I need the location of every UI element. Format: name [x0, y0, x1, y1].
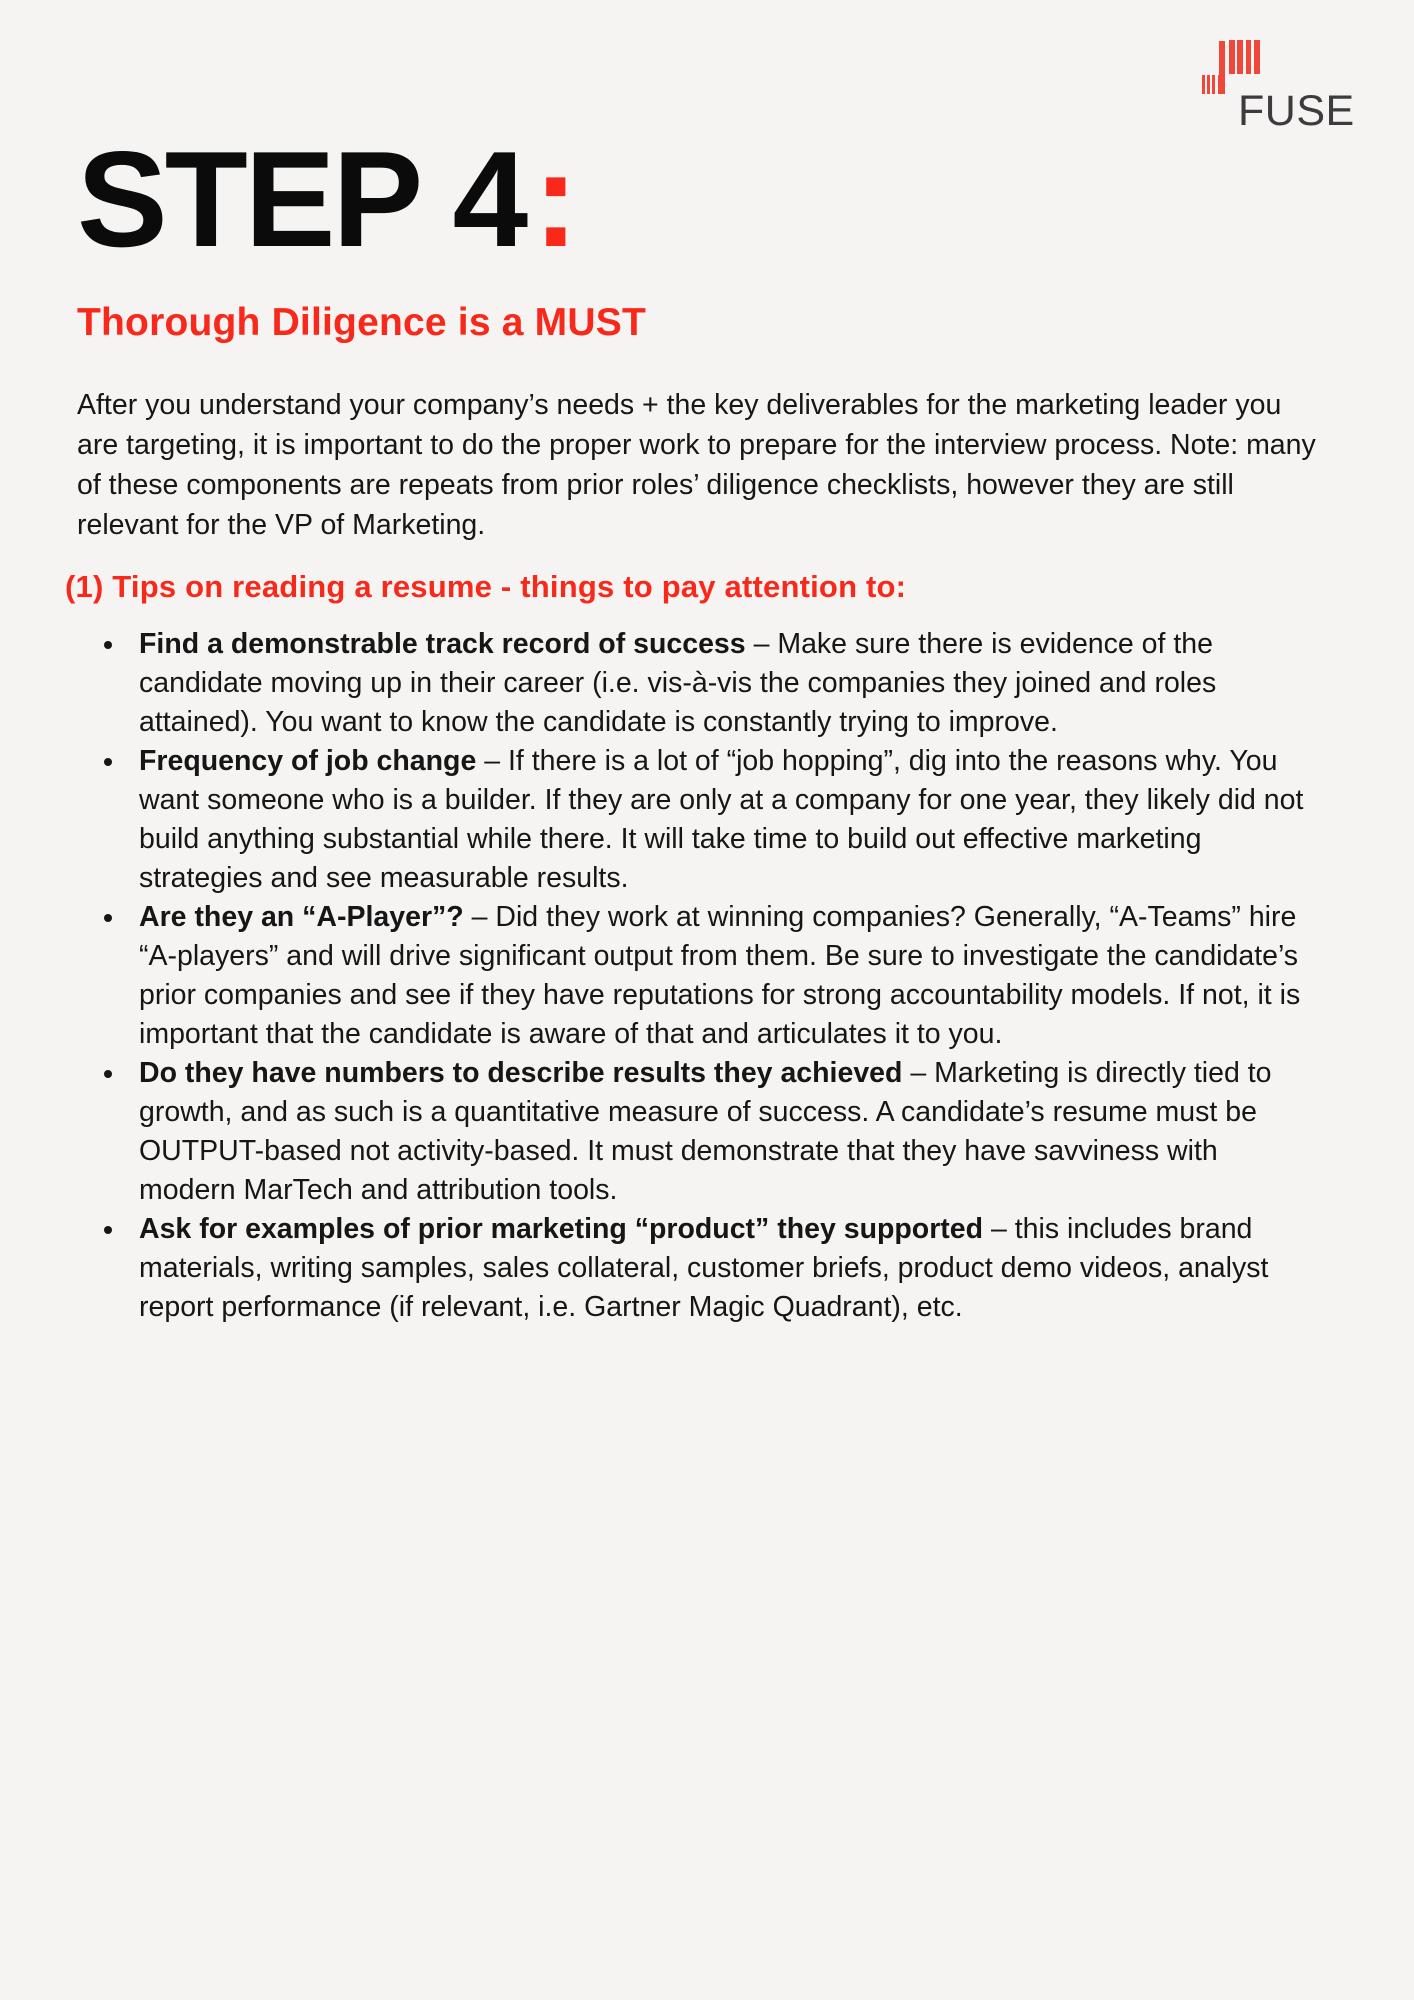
fuse-bar-tall [1219, 41, 1225, 94]
bullet-marker [104, 641, 112, 649]
bullet-content [139, 742, 1307, 898]
fuse-wordmark: FUSE [1238, 87, 1355, 135]
step-label: STEP 4 [77, 123, 526, 275]
bullet-item [77, 625, 1307, 742]
bullet-lead: Are they an “A-Player”? [139, 900, 464, 933]
bullet-item [77, 898, 1307, 1054]
section-heading: (1) Tips on reading a resume - things to pay attention to: [65, 568, 907, 604]
bullet-text: – Marketing is directly tied to growth, and as such is a quantitative measure of success. A candidate’s resume must be OUTPUT-based not activity-based. It must demonstrate that they have savviness with modern MarTech and attribution tools. [139, 1056, 1272, 1206]
page-title [77, 123, 1356, 275]
bullet-item [77, 1210, 1307, 1327]
bullet-item [77, 742, 1307, 898]
bullet-marker [104, 1226, 112, 1234]
page-content [0, 123, 1414, 1327]
bullet-marker [104, 914, 112, 922]
page-subtitle: Thorough Diligence is a MUST [77, 300, 646, 344]
step-colon: : [533, 123, 579, 275]
bullet-text: – If there is a lot of “job hopping”, dig into the reasons why. You want someone who is a builder. If they are only at a company for one year, they likely did not build anything substantial while there. It will take time to build out effective marketing strategies and see measurable results. [139, 744, 1304, 894]
bullet-text: – this includes brand materials, writing samples, sales collateral, customer briefs, product demo videos, analyst report performance (if relevant, i.e. Gartner Magic Quadrant), etc. [139, 1212, 1269, 1323]
bullet-lead: Ask for examples of prior marketing “product” they supported [139, 1212, 984, 1245]
bullet-marker [104, 1070, 112, 1078]
fuse-bars-small [1202, 75, 1220, 94]
bullet-lead: Do they have numbers to describe results they achieved [139, 1056, 903, 1089]
bullet-list [77, 625, 1307, 1327]
bullet-text: – Make sure there is evidence of the candidate moving up in their career (i.e. vis-à-vis the companies they joined and roles attained). You want to know the candidate is constantly trying to improve. [139, 627, 1217, 738]
fuse-logo [1202, 38, 1356, 135]
bullet-content [139, 625, 1307, 742]
bullet-content [139, 1210, 1307, 1327]
bullet-content [139, 898, 1307, 1054]
bullet-lead: Frequency of job change [139, 744, 477, 777]
bullet-marker [104, 758, 112, 766]
bullet-item [77, 1054, 1307, 1210]
bullet-content [139, 1054, 1307, 1210]
intro-paragraph: After you understand your company’s needs + the key deliverables for the marketing leader you are targeting, it is important to do the proper work to prepare for the interview process. Note: many of these components are repeats from prior roles’ diligence checklists, however they are still relevant for the VP of Marketing. [77, 388, 1316, 541]
fuse-bars-top [1229, 40, 1260, 74]
bullet-lead: Find a demonstrable track record of success [139, 627, 746, 660]
bullet-text: – Did they work at winning companies? Generally, “A-Teams” hire “A-players” and will drive significant output from them. Be sure to investigate the candidate’s prior companies and see if they have reputations for strong accountability models. If not, it is important that the candidate is aware of that and articulates it to you. [139, 900, 1301, 1050]
